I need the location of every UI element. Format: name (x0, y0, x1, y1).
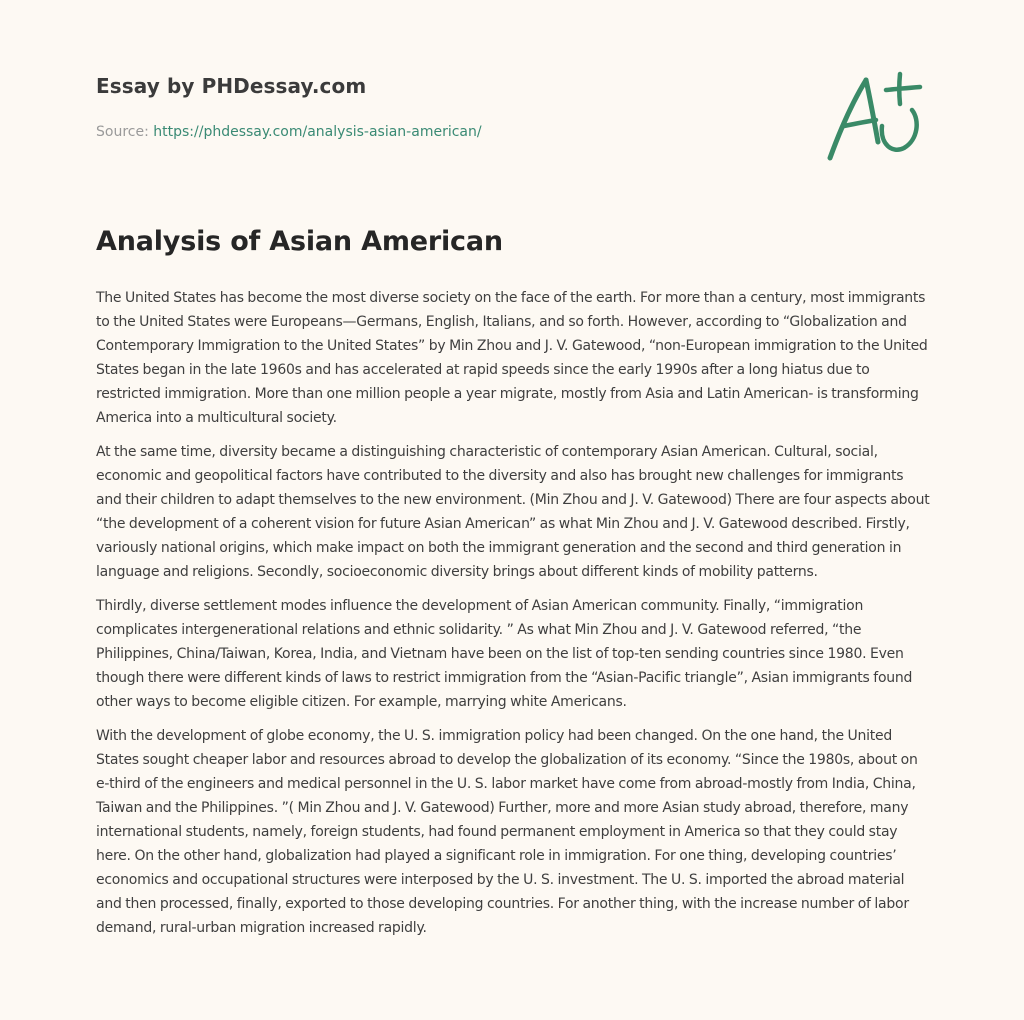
article-title: Analysis of Asian American (96, 226, 503, 257)
paragraph: With the development of globe economy, the U. S. immigration policy had been changed. On the one hand, the United States sought cheaper labor and resources abroad to develop the globalization of its economy. “Since the 1980s, about on e-third of the engineers and medical personnel in the U. S. labor market have come from abroad-mostly from India, China, Taiwan and the Philippines. ”( Min Zhou and J. V. Gatewood) Further, more and more Asian study abroad, therefore, many international students, namely, foreign students, had found permanent employment in America so that they could stay here. On the other hand, globalization had played a significant role in immigration. For one thing, developing countries’ economics and occupational structures were interposed by the U. S. investment. The U. S. imported the abroad material and then processed, finally, exported to those developing countries. For another thing, with the increase number of labor demand, rural-urban migration increased rapidly. (96, 728, 918, 936)
site-title: Essay by PHDessay.com (96, 74, 367, 98)
a-plus-grade-icon (820, 68, 930, 164)
paragraph: At the same time, diversity became a distinguishing characteristic of contemporary Asian American. Cultural, social, economic and geopolitical factors have contributed to the diversity and also has brought new challenges for immigrants and their children to adapt themselves to the new environment. (Min Zhou and J. V. Gatewood) There are four aspects about “the development of a coherent vision for future Asian American” as what Min Zhou and J. V. Gatewood described. Firstly, variously national origins, which make impact on both the immigrant generation and the second and third generation in language and religions. Secondly, socioeconomic diversity brings about different kinds of mobility patterns. (96, 444, 930, 580)
page-header (96, 74, 366, 98)
paragraph: The United States has become the most diverse society on the face of the earth. For more than a century, most immigrants to the United States were Europeans—Germans, English, Italians, and so forth. However, according to “Globalization and Contemporary Immigration to the United States” by Min Zhou and J. V. Gatewood, “non-European immigration to the United States began in the late 1960s and has accelerated at rapid speeds since the early 1990s after a long hiatus due to restricted immigration. More than one million people a year migrate, mostly from Asia and Latin American- is transforming America into a multicultural society. (96, 290, 928, 426)
paragraph: Thirdly, diverse settlement modes influence the development of Asian American community. Finally, “immigration complicates intergenerational relations and ethnic solidarity. ” As what Min Zhou and J. V. Gatewood referred, “the Philippines, China/Taiwan, Korea, India, and Vietnam have been on the list of top-ten sending countries since 1980. Even though there were different kinds of laws to restrict immigration from the “Asian-Pacific triangle”, Asian immigrants found other ways to become eligible citizen. For example, marrying white Americans. (96, 598, 913, 710)
source-label: Source: (96, 124, 154, 140)
source-link[interactable]: https://phdessay.com/analysis-asian-american/ (153, 124, 482, 140)
source-line (96, 124, 482, 140)
article-body (96, 286, 932, 950)
